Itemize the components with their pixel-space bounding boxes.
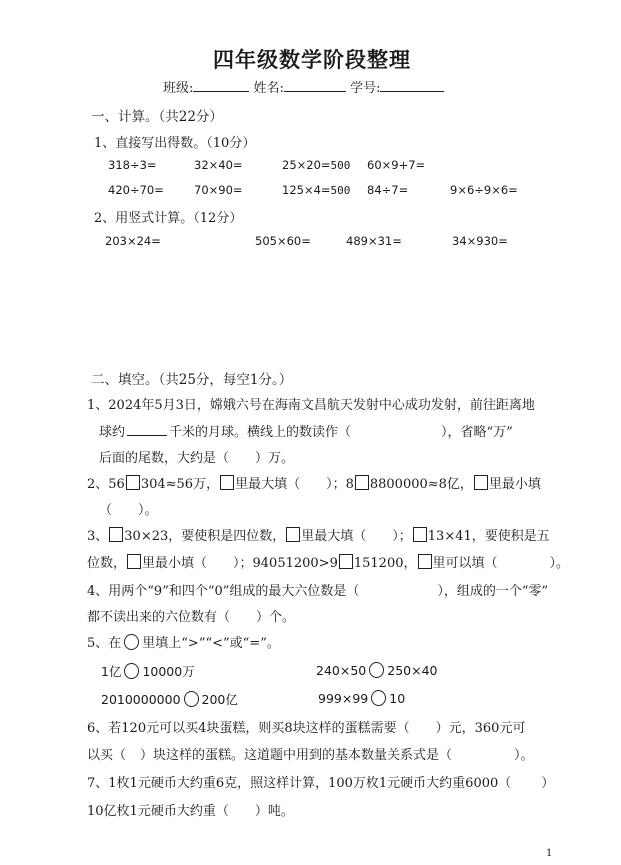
q7-line1: 7、1枚1元硬币大约重6克，照这样计算，100万枚1元硬币大约重6000（ ）	[87, 776, 555, 791]
q6-line2: 以买（ ）块这样的蛋糕。这道题中用到的基本数量关系式是（ ）。	[87, 748, 534, 763]
q3-line2: 位数， 里最小填（ ）；94051200>9 151200， 里可以填（ ）。	[87, 556, 570, 571]
q3-line1: 3、 30×23，要使积是四位数， 里最大填（ ）； 13×41，要使积是五	[87, 529, 550, 544]
name-blank	[284, 81, 346, 92]
answer-box	[413, 527, 427, 542]
answer-box	[474, 475, 488, 490]
vertical-problem-3: 489×31=	[346, 234, 402, 248]
oral-problem-5: 420÷70=	[108, 183, 164, 197]
answer-box	[286, 527, 300, 542]
answer-box	[418, 554, 432, 569]
part1-sub1-heading: 1、直接写出得数。（10分）	[94, 136, 256, 151]
answer-box	[127, 554, 141, 569]
q5-heading: 5、在 里填上“>”“<”或“=”。	[87, 636, 280, 651]
class-label: 班级:	[163, 81, 194, 96]
oral-problem-3: 25×20=500	[282, 158, 351, 172]
answer-box	[355, 475, 369, 490]
oral-problem-8: 84÷7=	[367, 183, 409, 197]
oral-problem-2: 32×40=	[194, 158, 243, 172]
compare-circle	[371, 690, 386, 706]
oral-problem-6: 70×90=	[194, 183, 243, 197]
page-number: 1	[546, 848, 553, 859]
handwritten-answer: 500	[330, 184, 351, 197]
student-info-line	[163, 77, 444, 96]
part2-heading: 二、填空。（共25分，每空1分。）	[91, 372, 293, 388]
handwritten-answer: 500	[330, 159, 351, 172]
part1-heading: 一、计算。（共22分）	[91, 109, 223, 125]
q1-line2: 球约 千米的月球。横线上的数读作（ ），省略“万”	[99, 425, 513, 440]
compare-4: 999×99 10	[318, 691, 406, 706]
compare-circle	[124, 634, 139, 650]
q4-line2: 都不读出来的六位数有（ ）个。	[87, 610, 296, 625]
answer-box	[109, 527, 123, 542]
part1-sub2-heading: 2、用竖式计算。（12分）	[94, 211, 243, 226]
class-blank	[193, 81, 249, 92]
id-label: 学号:	[350, 81, 381, 96]
vertical-problem-2: 505×60=	[255, 234, 311, 248]
compare-circle	[184, 691, 199, 707]
answer-box	[126, 475, 140, 490]
oral-problem-1: 318÷3=	[108, 158, 157, 172]
compare-1: 1亿 10000万	[101, 664, 195, 679]
distance-blank	[127, 425, 167, 436]
answer-box	[220, 475, 234, 490]
q2-line2: （ ）。	[99, 503, 158, 518]
oral-problem-4: 60×9+7=	[367, 158, 426, 172]
compare-circle	[124, 663, 139, 679]
q6-line1: 6、若120元可以买4块蛋糕，则买8块这样的蛋糕需要（ ）元，360元可	[87, 721, 526, 736]
compare-2: 240×50 250×40	[316, 663, 438, 678]
oral-problem-7: 125×4=500	[282, 183, 351, 197]
q7-line2: 10亿枚1元硬币大约重（ ）吨。	[87, 804, 294, 819]
page-title: 四年级数学阶段整理	[213, 47, 411, 72]
q4-line1: 4、用两个“9”和四个“0”组成的最大六位数是（ ），组成的一个“零”	[87, 584, 549, 599]
answer-box	[339, 554, 353, 569]
compare-circle	[369, 662, 384, 678]
id-blank	[380, 81, 444, 92]
oral-problem-9: 9×6÷9×6=	[450, 183, 518, 197]
vertical-problem-1: 203×24=	[105, 234, 161, 248]
q1-line1: 1、2024年5月3日，嫦娥六号在海南文昌航天发射中心成功发射，前往距离地	[87, 398, 535, 413]
name-label: 姓名:	[253, 81, 284, 96]
compare-3: 2010000000 200亿	[101, 692, 238, 707]
q1-line3: 后面的尾数，大约是（ ）万。	[99, 451, 295, 466]
vertical-problem-4: 34×930=	[452, 234, 508, 248]
q2-line1: 2、56 304≈56万， 里最大填（ ）；8 8800000≈8亿， 里最小填	[87, 477, 541, 492]
